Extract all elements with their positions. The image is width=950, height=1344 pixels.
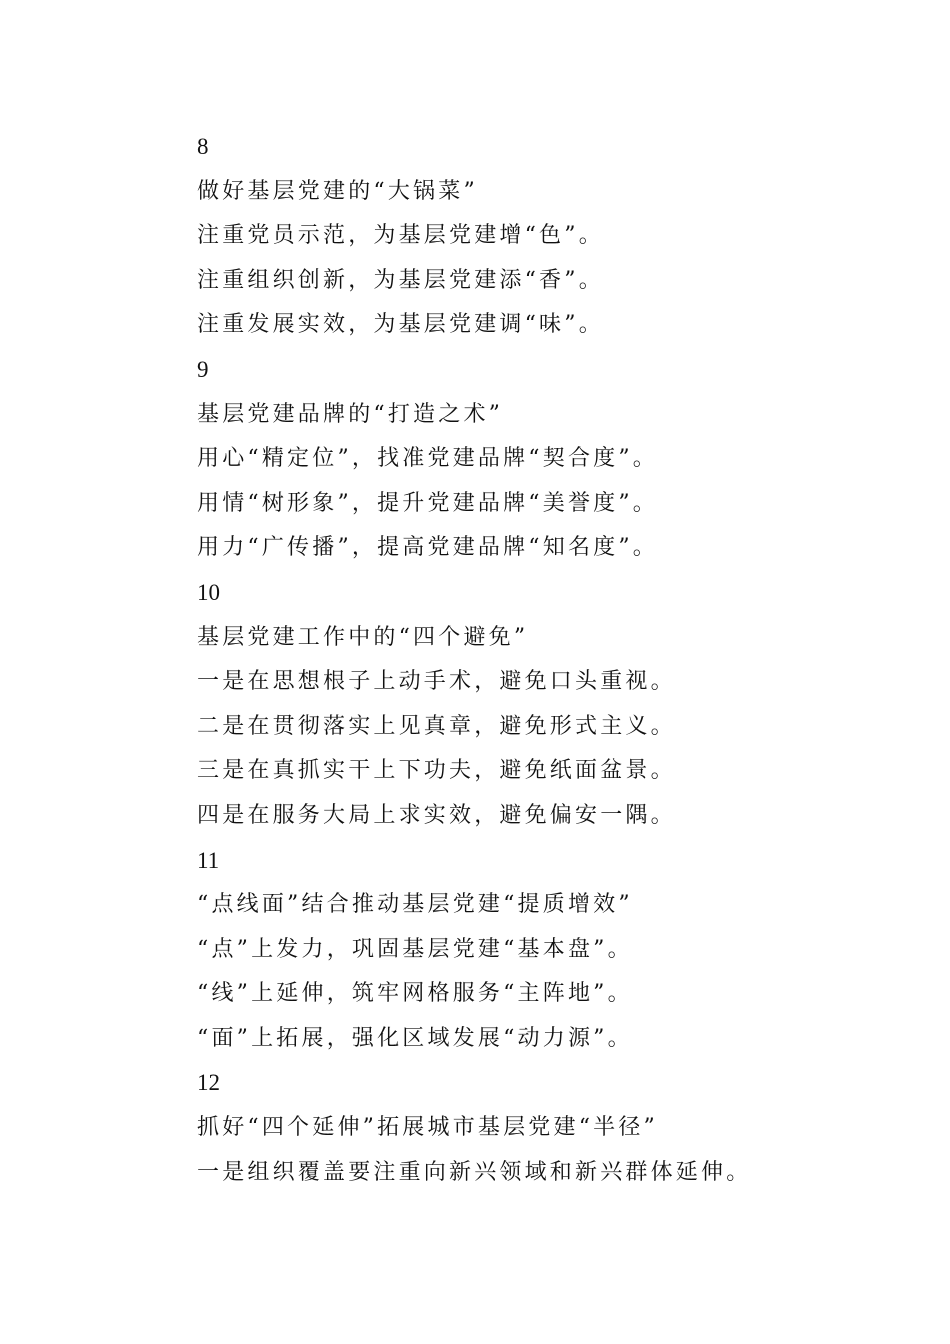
section-number: 12: [197, 1070, 220, 1096]
section-line: 注重发展实效，为基层党建调“味”。: [197, 312, 604, 338]
section-line: “线”上延伸，筑牢网格服务“主阵地”。: [197, 981, 633, 1007]
section-line: 二是在贯彻落实上见真章，避免形式主义。: [197, 713, 676, 739]
section-title: 做好基层党建的“大锅菜”: [197, 178, 478, 204]
section-line: 注重党员示范，为基层党建增“色”。: [197, 223, 604, 249]
section-title: “点线面”结合推动基层党建“提质增效”: [197, 892, 633, 918]
section-line: 用情“树形象”，提升党建品牌“美誉度”。: [197, 490, 658, 516]
document-body: [197, 125, 917, 1195]
section-title: 抓好“四个延伸”拓展城市基层党建“半径”: [197, 1115, 658, 1141]
section-line: 一是组织覆盖要注重向新兴领域和新兴群体延伸。: [197, 1159, 752, 1185]
section-number: 10: [197, 579, 220, 605]
section-number: 8: [197, 134, 209, 159]
section-line: 四是在服务大局上求实效，避免偏安一隅。: [197, 802, 676, 828]
section-line: 用力“广传播”，提高党建品牌“知名度”。: [197, 535, 658, 561]
section-line: 注重组织创新，为基层党建添“香”。: [197, 267, 604, 293]
section-title: 基层党建工作中的“四个避免”: [197, 624, 529, 650]
section-line: “点”上发力，巩固基层党建“基本盘”。: [197, 936, 633, 962]
section-line: 一是在思想根子上动手术，避免口头重视。: [197, 669, 676, 695]
section-number: 9: [197, 356, 209, 382]
section-line: 用心“精定位”，找准党建品牌“契合度”。: [197, 446, 658, 472]
section-line: “面”上拓展，强化区域发展“动力源”。: [197, 1025, 633, 1051]
section-number: 11: [197, 847, 220, 873]
section-line: 三是在真抓实干上下功夫，避免纸面盆景。: [197, 758, 676, 784]
section-title: 基层党建品牌的“打造之术”: [197, 401, 504, 427]
